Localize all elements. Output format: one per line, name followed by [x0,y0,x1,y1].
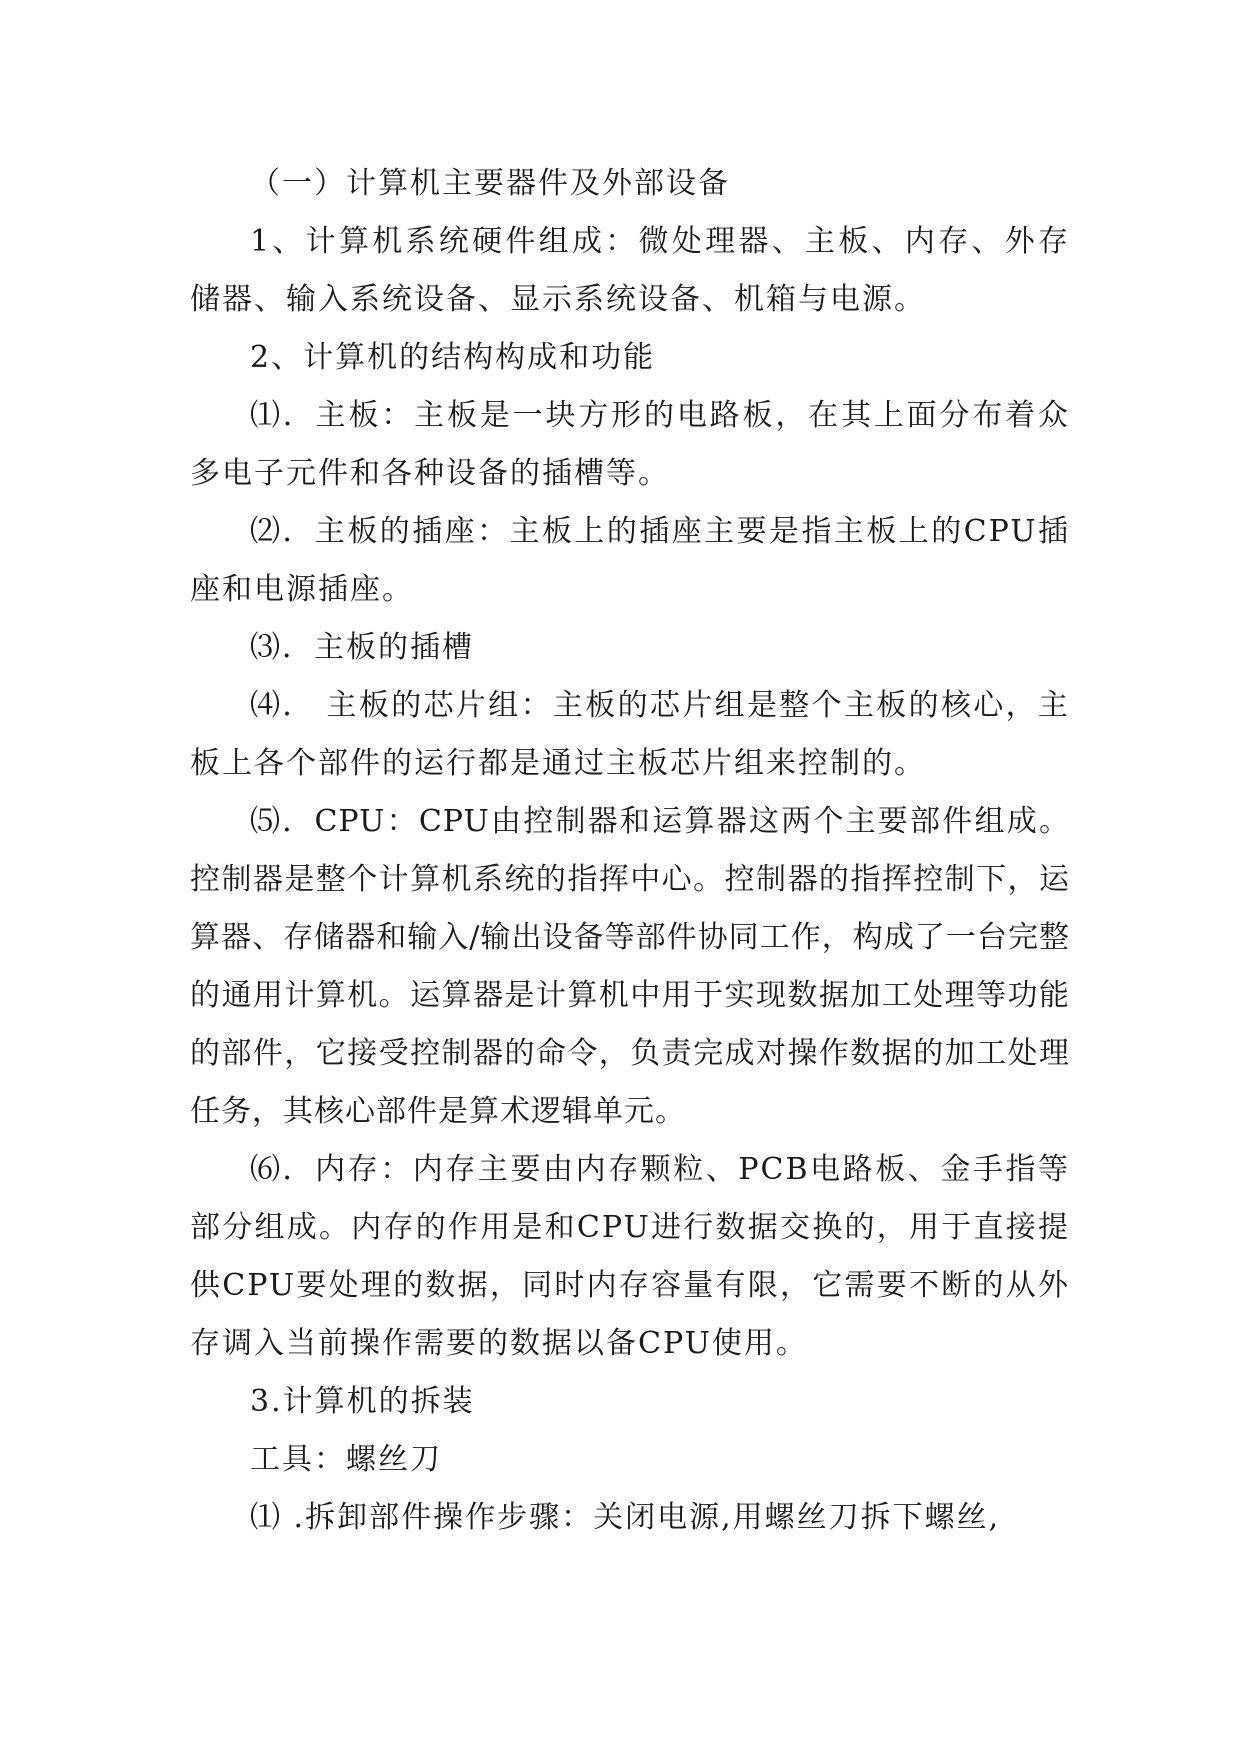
paragraph-motherboard-socket: ⑵．主板的插座：主板上的插座主要是指主板上的CPU插座和电源插座。 [190,514,1070,607]
section-heading: （一）计算机主要器件及外部设备 [250,166,730,201]
paragraph-motherboard: ⑴．主板：主板是一块方形的电路板，在其上面分布着众多电子元件和各种设备的插槽等。 [190,398,1070,491]
paragraph-disassembly-steps: ⑴ .拆卸部件操作步骤：关闭电源,用螺丝刀拆下螺丝, [250,1500,1001,1535]
paragraph-motherboard-slot: ⑶．主板的插槽 [250,630,474,665]
subheading-disassembly: 3.计算机的拆装 [250,1384,475,1419]
paragraph-cpu: ⑸．CPU：CPU由控制器和运算器这两个主要部件组成。控制器是整个计算机系统的指挥中心。控制器的指挥控制下，运算器、存储器和输入/输出设备等部件协同工作，构成了一台完整的通用计算机。运算器是计算机中用于实现数据加工处理等功能的部件，它接受控制器的命令，负责完成对操作数据的加工处理任务，其核心部件是算术逻辑单元。 [190,804,1070,1129]
paragraph-memory: ⑹．内存：内存主要由内存颗粒、PCB电路板、金手指等部分组成。内存的作用是和CPU进行数据交换的，用于直接提供CPU要处理的数据，同时内存容量有限，它需要不断的从外存调入当前操作需要的数据以备CPU使用。 [190,1152,1070,1361]
paragraph-hardware-composition: 1、计算机系统硬件组成：微处理器、主板、内存、外存储器、输入系统设备、显示系统设备、机箱与电源。 [190,224,1070,317]
subheading-structure-function: 2、计算机的结构构成和功能 [250,340,656,375]
paragraph-tools: 工具：螺丝刀 [250,1442,442,1477]
paragraph-chipset: ⑷． 主板的芯片组：主板的芯片组是整个主板的核心，主板上各个部件的运行都是通过主板芯片组来控制的。 [190,688,1070,781]
document-body [190,155,1070,1547]
